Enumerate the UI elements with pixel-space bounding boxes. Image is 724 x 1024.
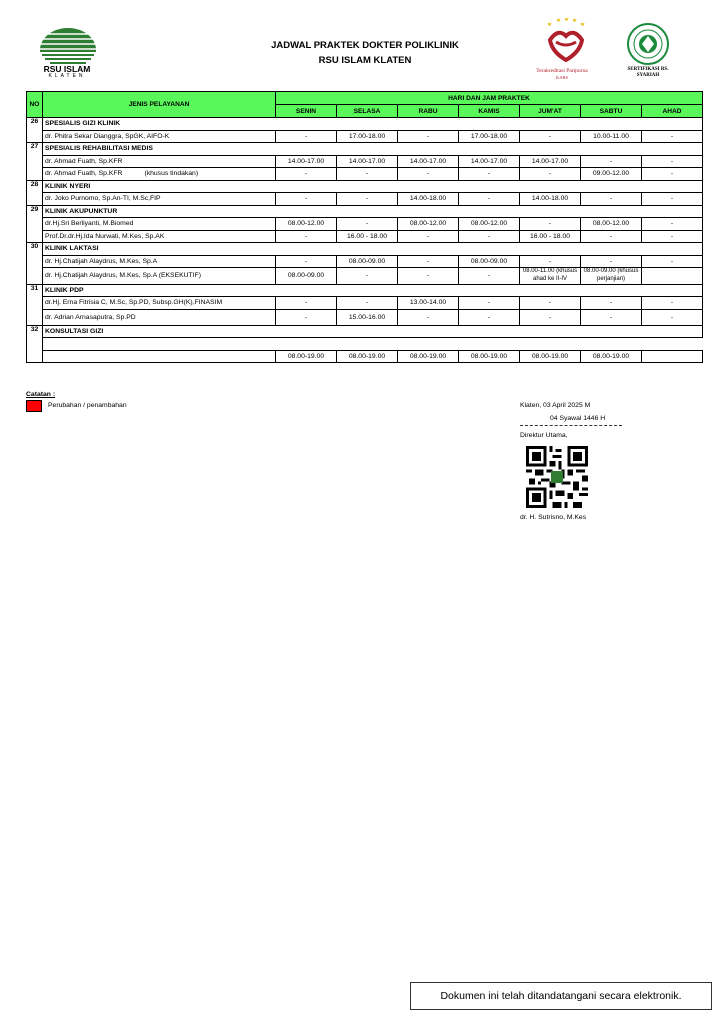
table-row	[27, 168, 703, 181]
legend-swatch	[26, 400, 42, 412]
table-row	[27, 193, 703, 206]
schedule-cell: 08.00-12.00	[276, 218, 337, 231]
schedule-cell: 14.00-17.00	[276, 155, 337, 168]
section-row	[27, 243, 703, 256]
schedule-cell: -	[337, 218, 398, 231]
schedule-cell: -	[337, 168, 398, 181]
schedule-cell: -	[520, 168, 581, 181]
schedule-cell: 17.00-18.00	[337, 130, 398, 143]
header-day: RABU	[398, 105, 459, 118]
schedule-cell: 08.00-09.00	[459, 255, 520, 268]
schedule-cell: -	[581, 193, 642, 206]
table-row	[27, 350, 703, 363]
schedule-cell: 09.00-12.00	[581, 168, 642, 181]
schedule-cell: 14.00-18.00	[398, 193, 459, 206]
table-header	[27, 92, 703, 118]
schedule-cell: -	[337, 193, 398, 206]
section-number: 30	[27, 243, 43, 285]
schedule-cell: 08.00-19.00	[581, 350, 642, 363]
doctor-note: (khusus tindakan)	[144, 170, 199, 178]
schedule-cell: 08.00-19.00	[459, 350, 520, 363]
table-row	[27, 268, 703, 285]
section-row	[27, 118, 703, 131]
accreditation-text: Terakreditasi Paripurna	[536, 68, 588, 74]
schedule-cell: -	[276, 168, 337, 181]
doctor-name: dr. Ahmad Fuath, Sp.KFR	[45, 170, 123, 178]
table-row	[27, 309, 703, 325]
notes-title: Catatan :	[26, 391, 56, 398]
schedule-cell: -	[459, 268, 520, 285]
qr-code-icon	[526, 446, 588, 508]
table-row	[27, 218, 703, 231]
signature-divider	[520, 425, 622, 426]
e-signature-notice: Dokumen ini telah ditandatangani secara elektronik.	[410, 982, 712, 1010]
schedule-cell: 08.00-09.00	[337, 255, 398, 268]
section-number: 31	[27, 284, 43, 325]
section-number: 29	[27, 205, 43, 243]
section-row	[27, 205, 703, 218]
schedule-cell: -	[520, 309, 581, 325]
accreditation-body: KARS	[555, 75, 568, 80]
section-number: 32	[27, 325, 43, 363]
signature-hijri-date: 04 Syawal 1446 H	[550, 415, 606, 422]
schedule-cell: 14.00-18.00	[520, 193, 581, 206]
schedule-cell: 08.00-12.00	[398, 218, 459, 231]
page-subtitle: RSU ISLAM KLATEN	[318, 55, 412, 66]
signature-name: dr. H. Sutrisno, M.Kes	[520, 514, 587, 521]
schedule-cell: -	[642, 130, 703, 143]
section-title: KONSULTASI GIZI	[43, 325, 703, 338]
schedule-cell: 08.00-12.00	[459, 218, 520, 231]
schedule-cell: 14.00-17.00	[398, 155, 459, 168]
table-row	[27, 130, 703, 143]
schedule-cell: -	[581, 309, 642, 325]
table-row	[27, 297, 703, 310]
section-title: KLINIK PDP	[43, 284, 703, 297]
doctor-name: dr. Adrian Arnasaputra, Sp.PD	[43, 309, 276, 325]
doctor-name: dr.Hj. Erna Fitrisia C, M.Sc, Sp.PD, Subsp.GH(K),FINASIM	[43, 297, 276, 310]
schedule-cell: -	[459, 193, 520, 206]
header-day: KAMIS	[459, 105, 520, 118]
schedule-cell: -	[398, 168, 459, 181]
schedule-cell: -	[581, 230, 642, 243]
schedule-cell: -	[642, 230, 703, 243]
schedule-cell: 15.00-16.00	[337, 309, 398, 325]
schedule-cell: -	[581, 155, 642, 168]
section-row	[27, 143, 703, 156]
header-day: JUM'AT	[520, 105, 581, 118]
doctor-name: dr. Hj.Chatijah Alaydrus, M.Kes, Sp.A	[43, 255, 276, 268]
schedule-cell: -	[642, 309, 703, 325]
schedule-cell: 14.00-17.00	[459, 155, 520, 168]
schedule-cell: -	[398, 230, 459, 243]
page-title: JADWAL PRAKTEK DOKTER POLIKLINIK	[271, 40, 459, 51]
table-row	[27, 255, 703, 268]
schedule-cell: -	[398, 309, 459, 325]
schedule-cell: 14.00-17.00	[337, 155, 398, 168]
schedule-cell: 16.00 - 18.00	[520, 230, 581, 243]
doctor-name: dr. Hj.Chatijah Alaydrus, M.Kes, Sp.A (EKSEKUTIF)	[43, 268, 276, 285]
logo-city: KLATEN	[48, 73, 86, 79]
table-row	[27, 230, 703, 243]
schedule-cell: -	[398, 130, 459, 143]
schedule-cell: -	[642, 255, 703, 268]
section-row	[27, 180, 703, 193]
kars-accreditation-icon	[536, 18, 594, 68]
schedule-cell: 08.00-11.00 (khusus ahad ke II-IV	[520, 268, 581, 285]
header-service: JENIS PELAYANAN	[43, 92, 276, 118]
schedule-cell: 08.00-19.00	[398, 350, 459, 363]
schedule-cell: -	[337, 268, 398, 285]
schedule-cell: -	[276, 130, 337, 143]
schedule-cell	[642, 268, 703, 285]
header-day: SABTU	[581, 105, 642, 118]
schedule-cell: -	[459, 230, 520, 243]
table-row	[27, 155, 703, 168]
doctor-name: dr. Phitra Sekar Dianggra, SpGK, AIFO-K	[43, 130, 276, 143]
schedule-cell: -	[520, 130, 581, 143]
section-title: KLINIK AKUPUNKTUR	[43, 205, 703, 218]
schedule-cell: 08.00-19.00	[276, 350, 337, 363]
schedule-cell: -	[642, 297, 703, 310]
signature-role: Direktur Utama,	[520, 432, 568, 439]
schedule-cell: -	[520, 297, 581, 310]
legend-label: Perubahan / penambahan	[48, 402, 127, 409]
schedule-cell: -	[398, 268, 459, 285]
header-no: NO	[27, 92, 43, 118]
doctor-name	[43, 350, 276, 363]
section-title: SPESIALIS REHABILITASI MEDIS	[43, 143, 703, 156]
schedule-cell: -	[642, 155, 703, 168]
schedule-cell	[642, 350, 703, 363]
header-day: SENIN	[276, 105, 337, 118]
schedule-cell: 17.00-18.00	[459, 130, 520, 143]
schedule-cell: -	[276, 193, 337, 206]
spacer-cell	[43, 338, 703, 351]
schedule-table	[26, 91, 703, 363]
section-row	[27, 325, 703, 338]
doctor-name: Prof.Dr.dr.Hj.Ida Nurwati, M.Kes, Sp.AK	[43, 230, 276, 243]
schedule-cell: -	[276, 309, 337, 325]
logo-name: RSU ISLAM	[43, 64, 91, 74]
schedule-cell: 08.00-09.00	[276, 268, 337, 285]
section-number: 27	[27, 143, 43, 181]
schedule-cell: -	[459, 297, 520, 310]
doctor-name: dr. Joko Purnomo, Sp.An-TI, M.Sc,FIP	[43, 193, 276, 206]
schedule-cell: -	[581, 255, 642, 268]
schedule-cell: -	[520, 218, 581, 231]
schedule-cell: -	[337, 297, 398, 310]
schedule-cell: -	[581, 297, 642, 310]
schedule-cell: 08.00-19.00	[520, 350, 581, 363]
section-title: KLINIK LAKTASI	[43, 243, 703, 256]
doctor-cell	[43, 168, 276, 181]
schedule-cell: -	[459, 309, 520, 325]
header-schedule: HARI DAN JAM PRAKTEK	[276, 92, 703, 105]
section-number: 28	[27, 180, 43, 205]
schedule-cell: -	[642, 218, 703, 231]
schedule-cell: 13.00-14.00	[398, 297, 459, 310]
table-row-spacer	[27, 338, 703, 351]
header-day: AHAD	[642, 105, 703, 118]
schedule-cell: -	[398, 255, 459, 268]
doctor-name: dr.Hj.Sri Berliyanti, M.Biomed	[43, 218, 276, 231]
section-number: 26	[27, 118, 43, 143]
schedule-cell: 14.00-17.00	[520, 155, 581, 168]
schedule-cell: -	[642, 168, 703, 181]
schedule-cell: -	[276, 297, 337, 310]
section-title: SPESIALIS GIZI KLINIK	[43, 118, 703, 131]
schedule-cell: -	[459, 168, 520, 181]
schedule-cell: -	[276, 255, 337, 268]
schedule-cell: 16.00 - 18.00	[337, 230, 398, 243]
schedule-cell: 08.00-09.00 (khusus perjanjian)	[581, 268, 642, 285]
schedule-cell: 08.00-12.00	[581, 218, 642, 231]
certification-text: SERTIFIKASI RS. SYARIAH	[627, 67, 669, 78]
section-row	[27, 284, 703, 297]
schedule-cell: 08.00-19.00	[337, 350, 398, 363]
schedule-cell: 10.00-11.00	[581, 130, 642, 143]
halal-certification-seal-icon	[626, 22, 670, 66]
doctor-name: dr. Ahmad Fuath, Sp.KFR	[43, 155, 276, 168]
header-day: SELASA	[337, 105, 398, 118]
signature-date: Klaten, 03 April 2025 M	[520, 402, 591, 409]
schedule-cell: -	[520, 255, 581, 268]
schedule-cell: -	[276, 230, 337, 243]
schedule-cell: -	[642, 193, 703, 206]
section-title: KLINIK NYERI	[43, 180, 703, 193]
